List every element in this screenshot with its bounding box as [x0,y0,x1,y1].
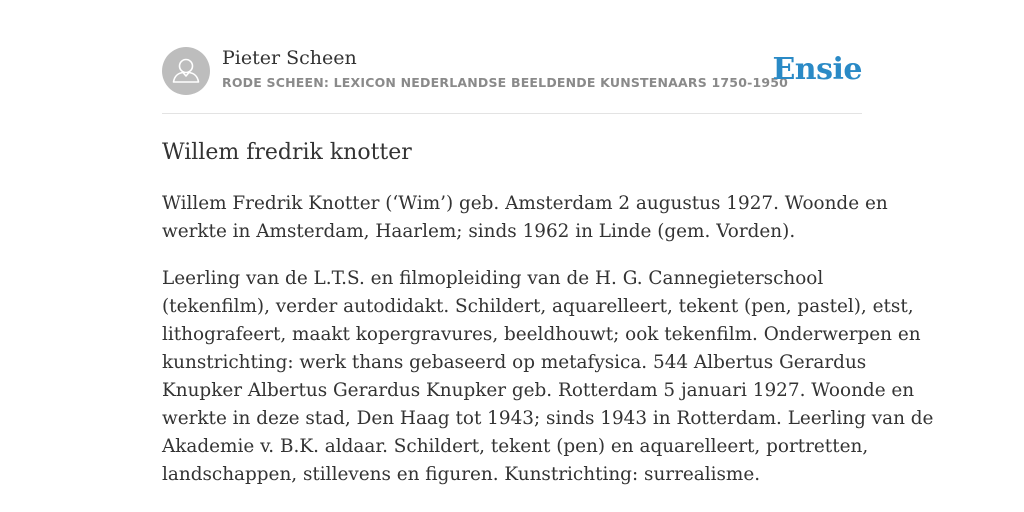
source-title[interactable]: RODE SCHEEN: LEXICON NEDERLANDSE BEELDENDE KUNSTENAARS 1750-1950 [222,75,789,90]
header [162,46,862,96]
avatar[interactable] [162,47,210,95]
text-line: Akademie v. B.K. aldaar. Schildert, tekent (pen) en aquarelleert, portretten, [162,436,869,457]
user-silhouette-icon [162,47,210,95]
text-line: Leerling van de L.T.S. en filmopleiding van de H. G. Cannegieterschool [162,268,824,289]
text-line: lithografeert, maakt kopergravures, beeldhouwt; ook tekenfilm. Onderwerpen en [162,324,921,345]
text-line: kunstrichting: werk thans gebaseerd op metafysica. 544 Albertus Gerardus [162,352,867,373]
text-line: landschappen, stillevens en figuren. Kunstrichting: surrealisme. [162,464,761,485]
divider [162,113,862,114]
text-line: werkte in Amsterdam, Haarlem; sinds 1962 in Linde (gem. Vorden). [162,221,796,242]
page-title: Willem fredrik knotter [162,140,412,165]
paragraph [162,265,934,489]
author-name[interactable]: Pieter Scheen [222,47,357,69]
text-line: werkte in deze stad, Den Haag tot 1943; sinds 1943 in Rotterdam. Leerling van de [162,408,934,429]
brand-logo[interactable]: Ensie [772,52,862,87]
article-body [162,190,934,508]
text-line: (tekenfilm), verder autodidakt. Schildert, aquarelleert, tekent (pen, pastel), etst, [162,296,914,317]
text-line: Knupker Albertus Gerardus Knupker geb. Rotterdam 5 januari 1927. Woonde en [162,380,915,401]
text-line: Willem Fredrik Knotter (‘Wim’) geb. Amsterdam 2 augustus 1927. Woonde en [162,193,888,214]
paragraph [162,190,888,246]
